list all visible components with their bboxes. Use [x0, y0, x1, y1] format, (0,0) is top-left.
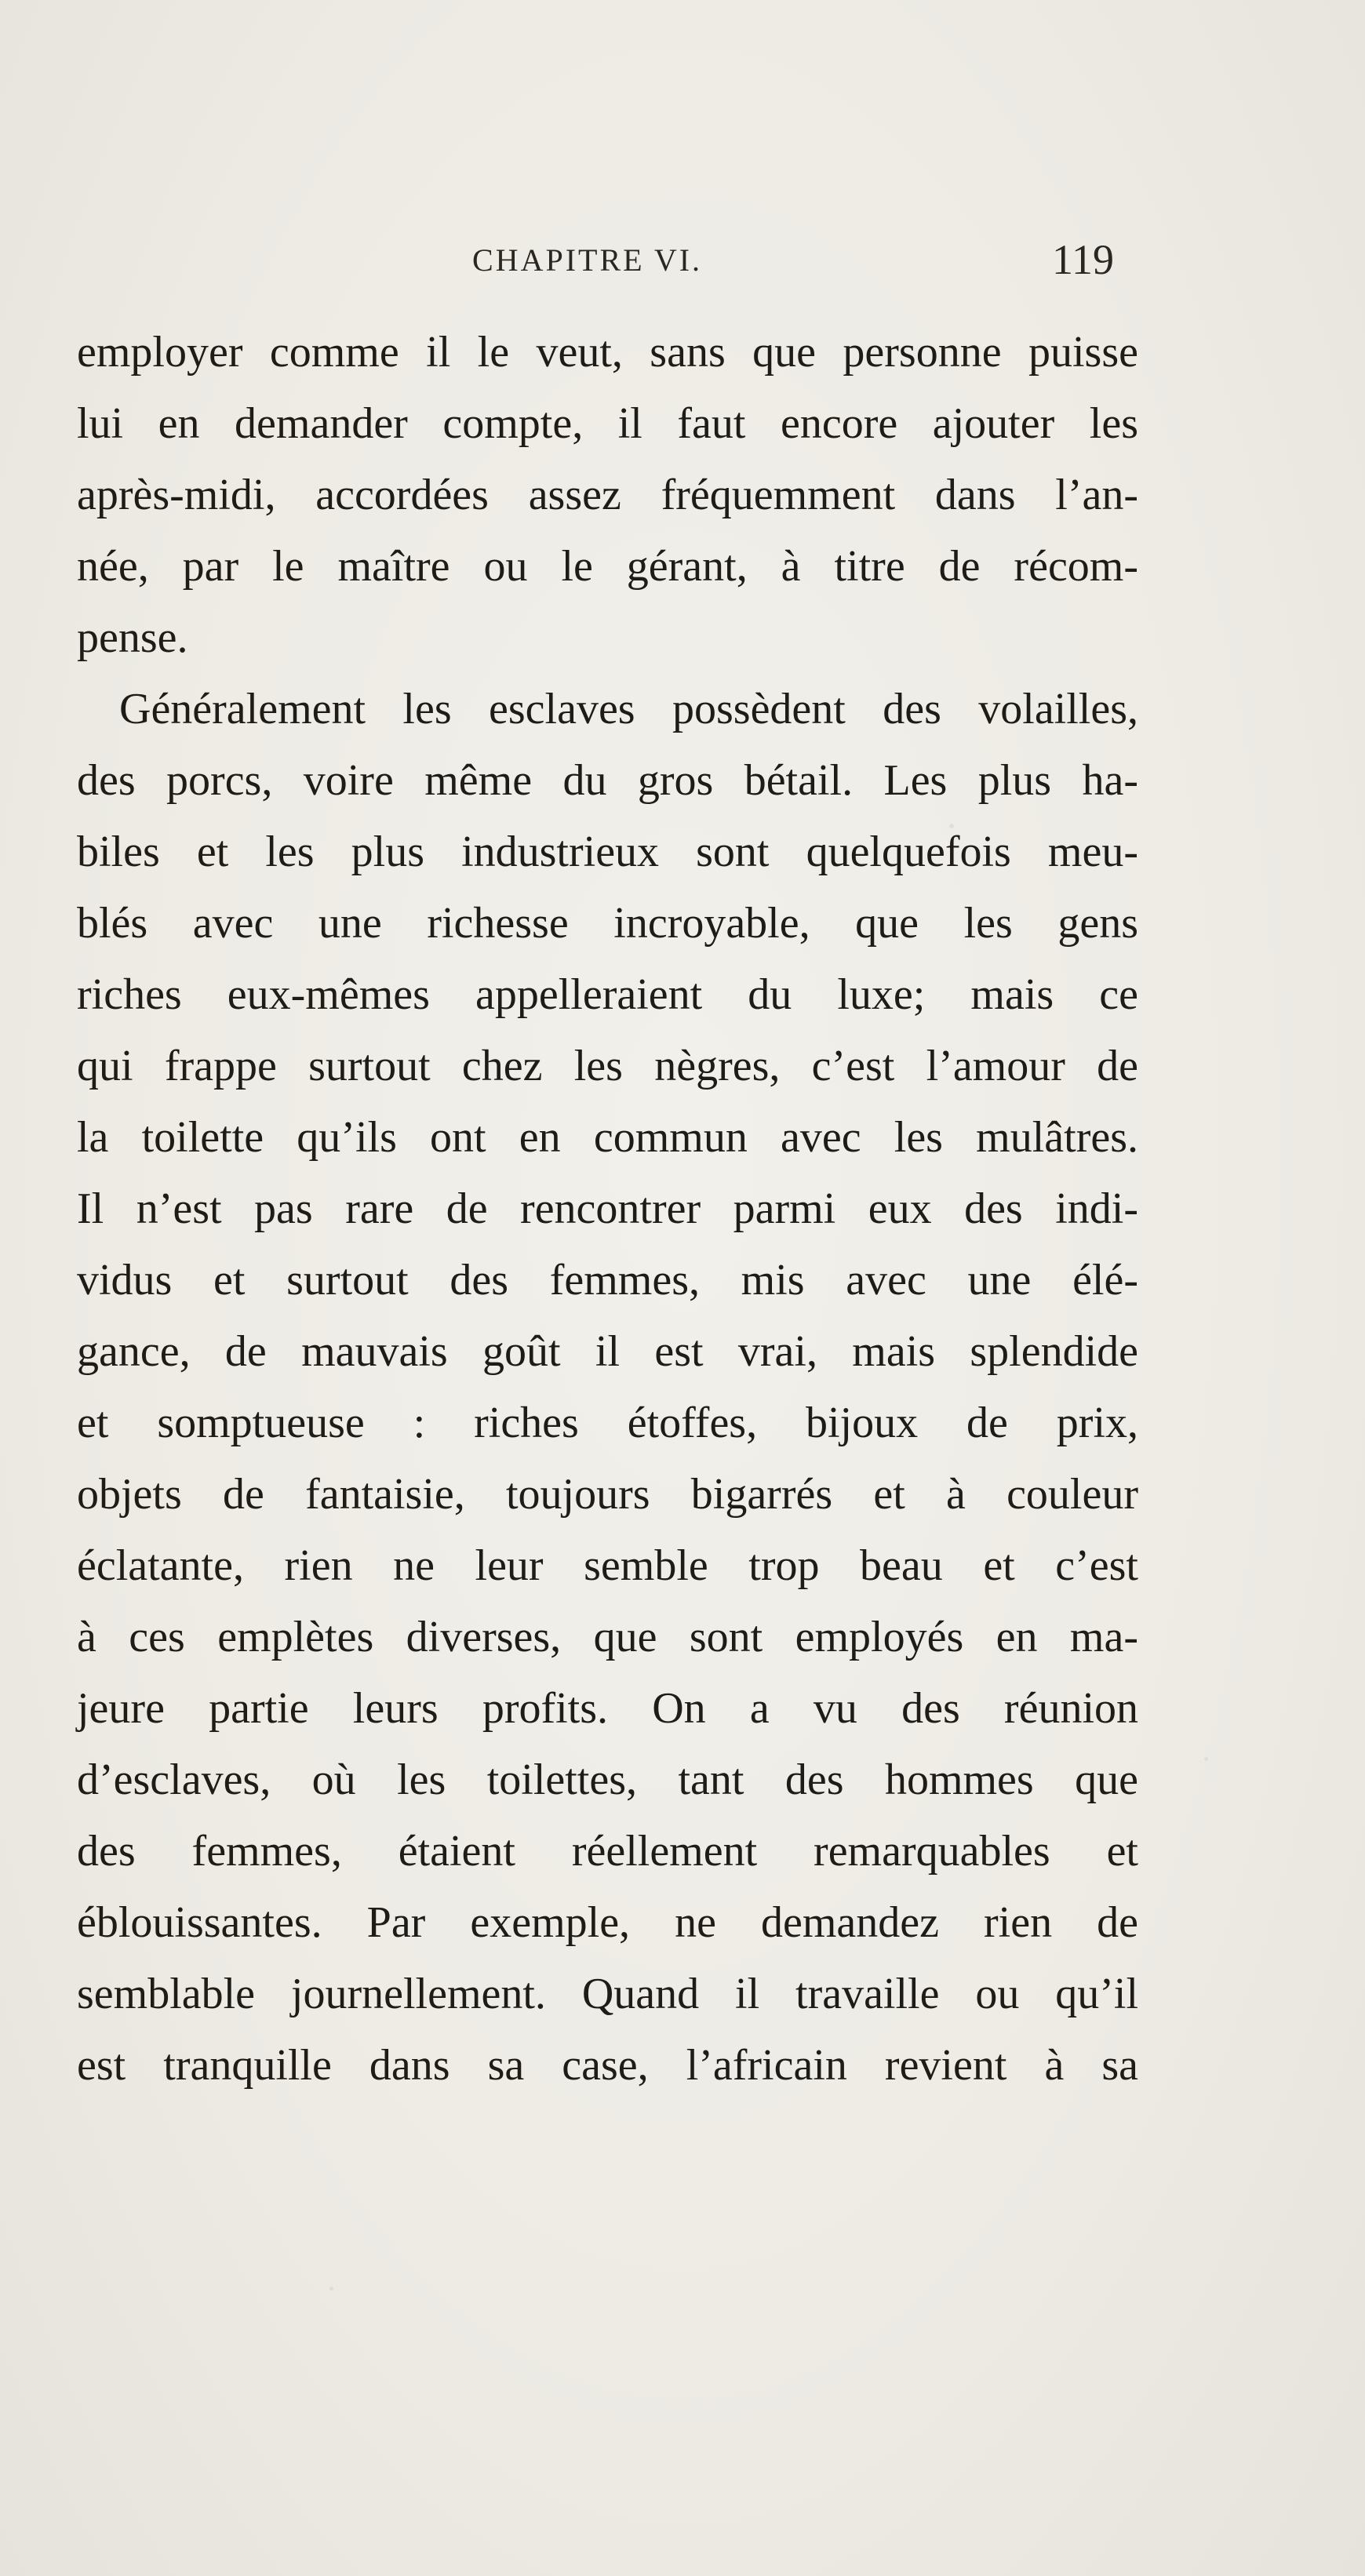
text-line: après-midi, accordées assez fréquemment dans l’an-: [77, 471, 1138, 519]
text-line: riches eux-mêmes appelleraient du luxe; mais ce: [77, 970, 1138, 1019]
text-line: éblouissantes. Par exemple, ne demandez rien de: [77, 1898, 1138, 1947]
chapter-title: CHAPITRE VI.: [472, 242, 703, 278]
text-line: pense.: [77, 613, 188, 662]
text-line: d’esclaves, où les toilettes, tant des hommes que: [77, 1756, 1138, 1804]
text-line: qui frappe surtout chez les nègres, c’est l’amour de: [77, 1042, 1138, 1090]
paper-speck: [329, 2287, 333, 2290]
paragraph-first-line: Généralement les esclaves possèdent des volailles,: [119, 685, 1138, 733]
text-line: et somptueuse : riches étoffes, bijoux de prix,: [77, 1399, 1138, 1447]
text-line: employer comme il le veut, sans que personne puisse: [77, 328, 1138, 377]
text-line: des femmes, étaient réellement remarquables et: [77, 1827, 1138, 1876]
body-text: [77, 317, 1138, 2101]
text-line: Il n’est pas rare de rencontrer parmi eux des indi-: [77, 1184, 1138, 1233]
text-line: semblable journellement. Quand il travaille ou qu’il: [77, 1970, 1138, 2018]
text-line: jeure partie leurs profits. On a vu des réunion: [77, 1684, 1138, 1733]
text-line: objets de fantaisie, toujours bigarrés et à couleur: [77, 1470, 1138, 1519]
text-line: blés avec une richesse incroyable, que les gens: [77, 899, 1138, 948]
text-line: née, par le maître ou le gérant, à titre de récom-: [77, 542, 1138, 591]
text-line: biles et les plus industrieux sont quelquefois meu-: [77, 828, 1138, 876]
text-line: gance, de mauvais goût il est vrai, mais splendide: [77, 1327, 1138, 1376]
text-line: la toilette qu’ils ont en commun avec les mulâtres.: [77, 1113, 1138, 1162]
text-line: à ces emplètes diverses, que sont employés en ma-: [77, 1613, 1138, 1661]
text-line: vidus et surtout des femmes, mis avec une élé-: [77, 1256, 1138, 1304]
text-line: des porcs, voire même du gros bétail. Les plus ha-: [77, 756, 1138, 805]
running-head: [77, 235, 1114, 298]
paper-speck: [1204, 1757, 1208, 1761]
text-line: lui en demander compte, il faut encore ajouter les: [77, 399, 1138, 448]
text-line: éclatante, rien ne leur semble trop beau et c’est: [77, 1541, 1138, 1590]
text-line: est tranquille dans sa case, l’africain revient à sa: [77, 2041, 1138, 2090]
page-number: 119: [1052, 236, 1114, 283]
